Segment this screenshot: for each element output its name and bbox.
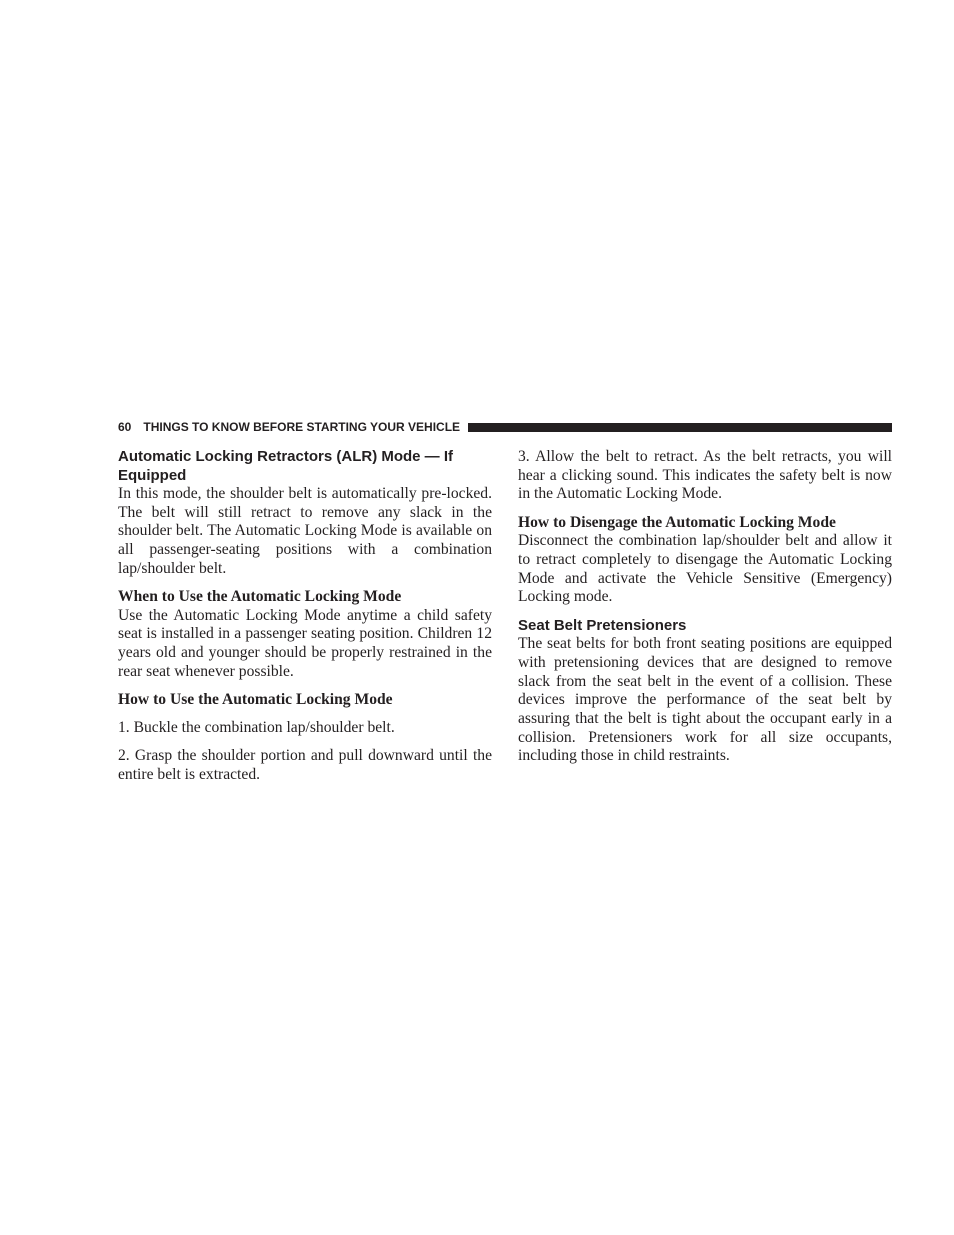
step-2: 2. Grasp the shoulder portion and pull downward until the entire belt is extracted. <box>118 747 492 784</box>
when-to-use-heading: When to Use the Automatic Locking Mode <box>118 588 402 606</box>
pretensioners-heading: Seat Belt Pretensioners <box>518 616 687 634</box>
how-to-use-heading: How to Use the Automatic Locking Mode <box>118 691 393 709</box>
when-to-use-body: Use the Automatic Locking Mode anytime a child safety seat is installed in a passenger seating position. Children 12 years old and younger should be properly restrained in the rear seat whenever possible. <box>118 606 492 680</box>
page-number: 60 <box>118 420 132 434</box>
disengage-body: Disconnect the combination lap/shoulder belt and allow it to retract completely to disengage the Automatic Locking Mode and activate the Vehicle Sensitive (Emergency) Locking mode. <box>518 532 892 606</box>
alr-heading: Automatic Locking Retractors (ALR) Mode — If Equipped <box>118 448 454 484</box>
right-column <box>518 448 892 766</box>
left-column <box>118 448 492 785</box>
page-header <box>118 419 892 435</box>
alr-body: In this mode, the shoulder belt is automatically pre-locked. The belt will still retract to remove any slack in the shoulder belt. The Automatic Locking Mode is available on all passenger-seating positions with a combination lap/shoulder belt. <box>118 485 492 577</box>
step-1: 1. Buckle the combination lap/shoulder belt. <box>118 719 395 737</box>
disengage-heading: How to Disengage the Automatic Locking Mode <box>518 513 836 531</box>
header-rule-bar <box>468 423 892 432</box>
step-3: 3. Allow the belt to retract. As the belt retracts, you will hear a clicking sound. This indicates the safety belt is now in the Automatic Locking Mode. <box>518 448 892 503</box>
section-title: THINGS TO KNOW BEFORE STARTING YOUR VEHICLE <box>143 420 461 434</box>
pretensioners-body: The seat belts for both front seating positions are equipped with pretensioning devices that are designed to remove slack from the seat belt in the event of a collision. These devices improve the performance of the seat belt by assuring that the belt is tight about the occupant early in a collision. Pretensioners work for all size occupants, including those in child restraints. <box>518 635 892 765</box>
